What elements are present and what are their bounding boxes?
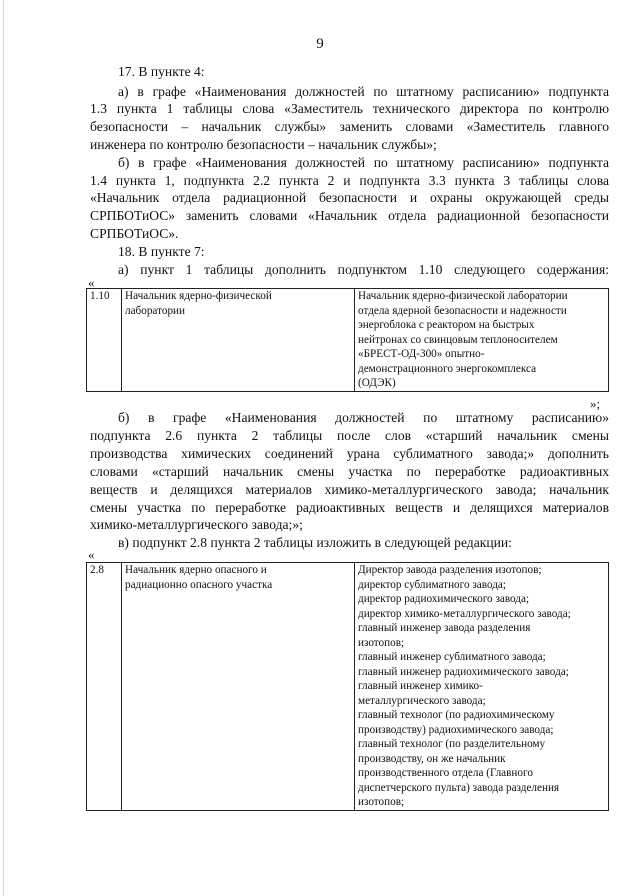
open-quote-2: «	[88, 547, 95, 562]
paragraph-18v-line-1: в) подпункт 2.8 пункта 2 таблицы изложить в следующей редакции:	[118, 535, 512, 550]
cell-text: главный инженер радиохимического завода;	[358, 665, 569, 678]
cell-text: металлургического завода;	[358, 694, 486, 707]
table-cell-description	[355, 289, 609, 392]
close-quote-1: »;	[590, 396, 601, 411]
paragraph-17b-line-2: 1.4 пункта 1, подпункта 2.2 пункта 2 и подпункта 3.3 пункта 3 таблицы слова	[90, 173, 609, 188]
paragraph-17b-line-3: «Начальник отдела радиационной безопасности и охраны окружающей среды	[90, 190, 609, 205]
table-cell-position	[122, 289, 355, 392]
cell-text: директор химико-металлургического завода;	[358, 607, 571, 620]
cell-text: 2.8	[90, 564, 104, 576]
cell-text: главный технолог (по разделительному	[358, 738, 546, 750]
cell-text: главный инженер завода разделения	[358, 622, 531, 634]
cell-text: производству, он же начальник	[358, 752, 506, 765]
page-number: 9	[316, 36, 324, 52]
cell-text: главный технолог (по радиохимическому	[358, 709, 555, 721]
table-cell-description	[355, 563, 609, 811]
paragraph-17b-line-5: СРПБОТиОС».	[90, 226, 179, 241]
cell-text: главный инженер сублиматного завода;	[358, 651, 546, 663]
cell-text: главный инженер химико-	[358, 680, 483, 692]
paragraph-18b-line-2: подпункта 2.6 пункта 2 таблицы после слов «старший начальник смены	[90, 428, 609, 443]
cell-text: энергоблока с реактором на быстрых	[358, 319, 535, 331]
table-cell-number	[87, 563, 122, 811]
paragraph-18a-line-1: а) пункт 1 таблицы дополнить подпунктом 1.10 следующего содержания:	[118, 262, 609, 277]
table-subitem-2-8	[86, 562, 609, 811]
paragraph-17a-line-1: а) в графе «Наименования должностей по штатному расписанию» подпункта	[118, 84, 609, 99]
paragraph-18b-line-3: производства химических соединений урана сублиматного завода;» дополнить	[90, 446, 609, 461]
paragraph-17a-line-2: 1.3 пункта 1 таблицы слова «Заместитель технического директора по контролю	[90, 101, 609, 116]
cell-text: отдела ядерной безопасности и надежности	[358, 304, 567, 317]
paragraph-18b-line-5: веществ и делящихся материалов химико-металлургического завода; начальник	[90, 482, 609, 497]
table-row	[87, 563, 609, 811]
cell-text: радиационно опасного участка	[125, 578, 273, 591]
paragraph-17-heading: 17. В пункте 4:	[118, 64, 205, 79]
table-cell-number	[87, 289, 122, 392]
paragraph-18b-line-6: смены участка по переработке радиоактивных веществ и делящихся материалов	[90, 500, 609, 515]
cell-text: изотопов;	[358, 636, 405, 649]
cell-text: 1.10	[90, 290, 110, 302]
paragraph-18-heading: 18. В пункте 7:	[118, 244, 205, 259]
paragraph-18b-line-7: химико-металлургического завода;»;	[90, 517, 303, 532]
cell-text: производству) радиохимического завода;	[358, 723, 554, 736]
paragraph-18b-line-1: б) в графе «Наименования должностей по штатному расписанию»	[118, 410, 609, 425]
table-subitem-1-10	[86, 288, 609, 392]
table-cell-position	[122, 563, 355, 811]
paragraph-18b-line-4: словами «старший начальник смены участка по переработке радиоактивных	[90, 464, 609, 479]
paragraph-17b-line-4: СРПБОТиОС» заменить словами «Начальник отдела радиационной безопасности	[90, 208, 609, 223]
cell-text: директор сублиматного завода;	[358, 578, 506, 591]
cell-text: «БРЕСТ-ОД-300» опытно-	[358, 348, 485, 360]
cell-text: Директор завода разделения изотопов;	[358, 564, 542, 576]
paragraph-17b-line-1: б) в графе «Наименования должностей по штатному расписанию» подпункта	[118, 155, 609, 170]
cell-text: демонстрационного энергокомплекса	[358, 362, 537, 375]
cell-text: Начальник ядерно-физической лаборатории	[358, 290, 568, 302]
cell-text: изотопов;	[358, 796, 405, 808]
cell-text: (ОДЭК)	[358, 377, 396, 389]
cell-text: директор радиохимического завода;	[358, 593, 530, 605]
cell-text: Начальник ядерно опасного и	[125, 564, 267, 576]
cell-text: нейтронах со свинцовым теплоносителем	[358, 333, 558, 346]
paragraph-17a-line-4: инженера по контролю безопасности – начальник службы»;	[90, 137, 437, 152]
cell-text: Начальник ядерно-физической	[125, 290, 272, 302]
paragraph-17a-line-3: безопасности – начальник службы» заменить словами «Заместитель главного	[90, 119, 609, 134]
cell-text: лаборатории	[125, 304, 186, 317]
table-row	[87, 289, 609, 392]
open-quote-1: «	[88, 275, 95, 290]
cell-text: диспетчерского пульта) завода разделения	[358, 781, 560, 794]
cell-text: производственного отдела (Главного	[358, 767, 533, 779]
